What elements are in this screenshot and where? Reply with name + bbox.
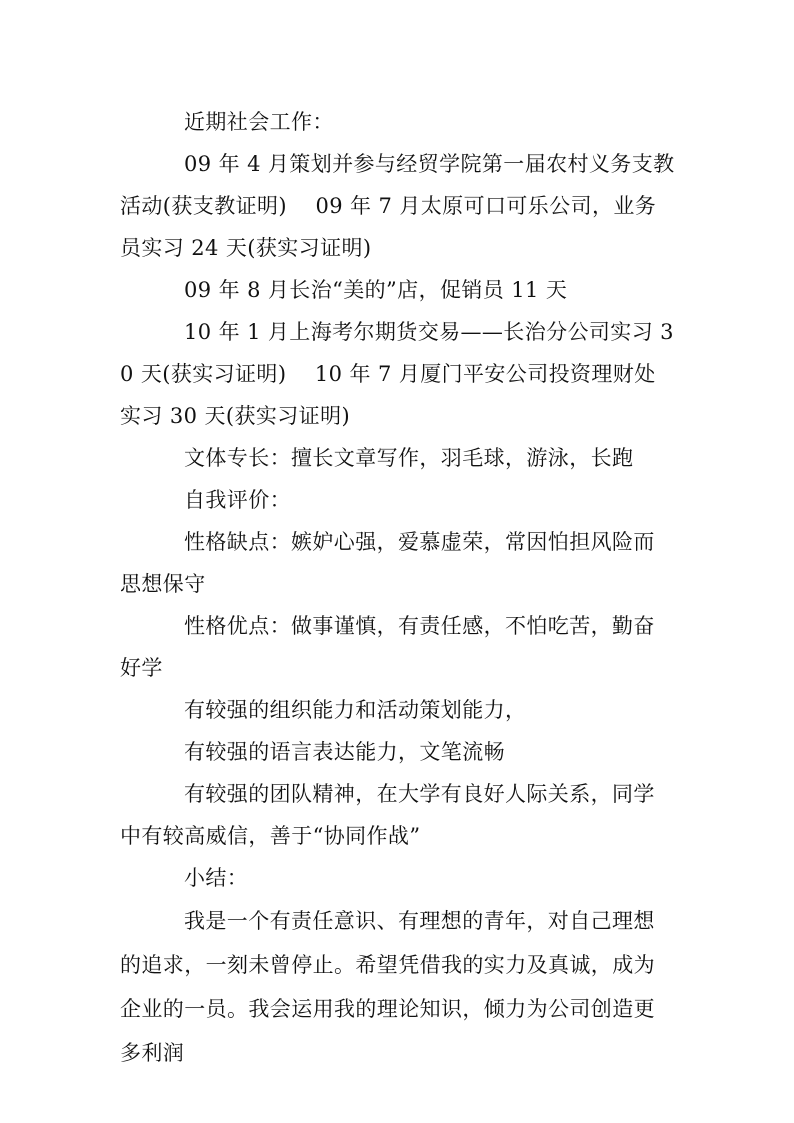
paragraph-expression-skill: 有较强的语言表达能力，文笔流畅 (184, 740, 505, 764)
paragraph-midea-2009: 09 年 8 月长治“美的”店，促销员 11 天 (184, 278, 568, 302)
paragraph-teamwork: 有较强的团队精神，在大学有良好人际关系，同学中有较高威信，善于“协同作战” (120, 782, 655, 848)
summary-block (120, 899, 676, 1075)
paragraph-activity-2009: 09 年 4 月策划并参与经贸学院第一届农村义务支教活动(获支教证明) 09 年 7 月太原可口可乐公司，业务员实习 24 天(获实习证明) (120, 152, 675, 260)
heading-social-work: 近期社会工作： (184, 110, 334, 134)
heading-summary: 小结： (184, 866, 249, 890)
paragraph-weaknesses: 性格缺点：嫉妒心强，爱慕虚荣，常因怕担风险而思想保守 (120, 530, 655, 596)
paragraph-summary: 我是一个有责任意识、有理想的青年，对自己理想的追求，一刻未曾停止。希望凭借我的实力及真诚，成为企业的一员。我会运用我的理论知识，倾力为公司创造更多利润 (120, 909, 655, 1065)
document-body (120, 101, 676, 1075)
paragraph-organization-skill: 有较强的组织能力和活动策划能力， (184, 698, 527, 722)
heading-self-evaluation: 自我评价： (184, 488, 291, 512)
paragraph-talents: 文体专长：擅长文章写作，羽毛球，游泳，长跑 (184, 446, 634, 470)
paragraph-internships-2010: 10 年 1 月上海考尔期货交易——长治分公司实习 30 天(获实习证明) 10 年 7 月厦门平安公司投资理财处实习 30 天(获实习证明) (120, 320, 674, 428)
paragraph-strengths: 性格优点：做事谨慎，有责任感，不怕吃苦，勤奋好学 (120, 614, 655, 680)
